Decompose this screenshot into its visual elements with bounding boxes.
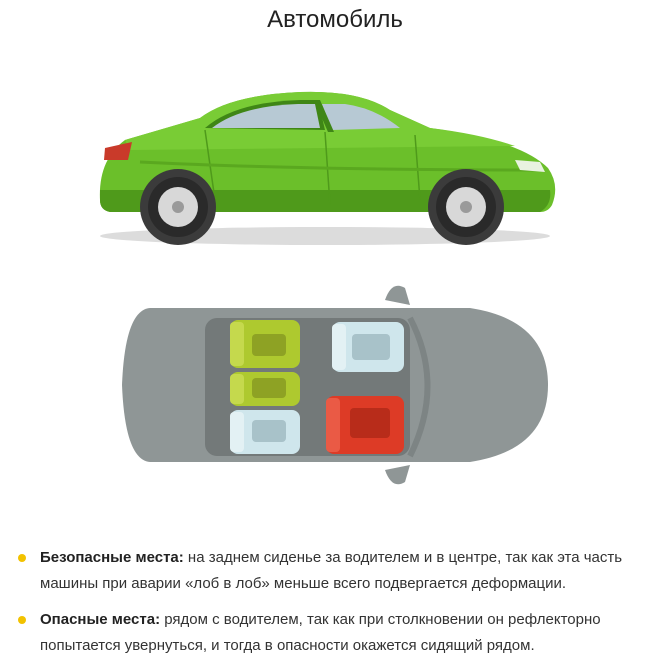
page-title: Автомобиль: [267, 6, 403, 33]
dangerous-seats-text: рядом с водителем, так как при столкновении он рефлекторно попытается увернуться, и тогда в опасности окажется сидящий рядом.: [40, 611, 601, 654]
safe-seats-label: Безопасные места:: [40, 549, 184, 566]
list-item-dangerous-seats: [18, 607, 658, 659]
seat-rear-left: [230, 320, 300, 368]
seat-rear-right: [230, 410, 300, 454]
wheel-front: [428, 169, 504, 245]
safe-seats-text: на заднем сиденье за водителем и в центре, так как эта часть машины при аварии «лоб в лоб» меньше всего подвергается деформации.: [40, 549, 623, 592]
seat-safety-list: [18, 545, 658, 669]
car-top-view: [122, 286, 548, 485]
dangerous-seats-label: Опасные места:: [40, 611, 161, 628]
seat-rear-center: [230, 372, 300, 406]
wheel-rear: [140, 169, 216, 245]
car-side-view: [100, 92, 555, 245]
seat-driver: [332, 322, 404, 372]
seat-front-passenger: [326, 396, 404, 454]
list-item-safe-seats: [18, 545, 658, 597]
bullet-dot-icon: [18, 554, 26, 562]
bullet-dot-icon: [18, 616, 26, 624]
